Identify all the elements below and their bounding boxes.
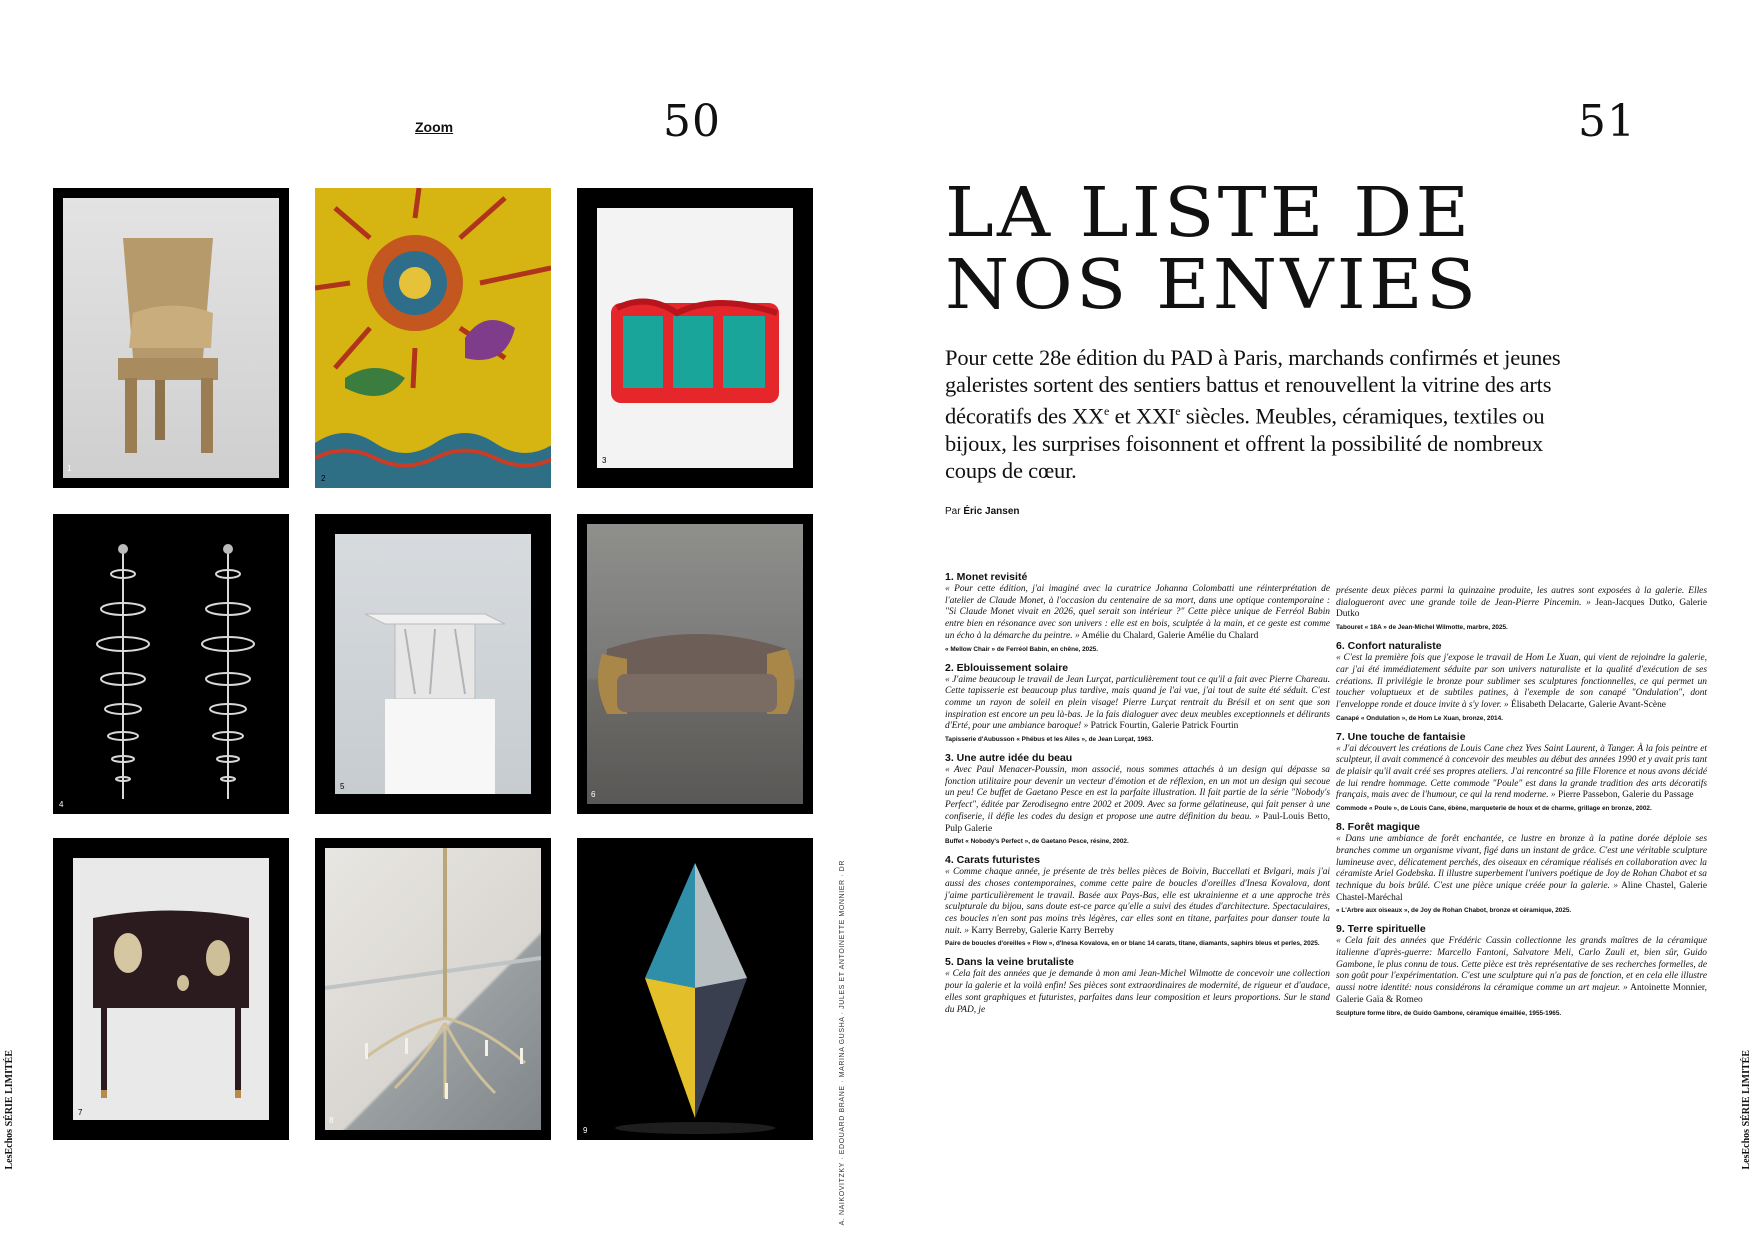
article-entry-2 — [945, 662, 1330, 745]
chapo-superscript-2: e — [1175, 404, 1181, 418]
entry-title: 5. Dans la veine brutaliste — [945, 956, 1074, 969]
byline-prefix: Par — [945, 506, 964, 517]
entry-quote: présente deux pièces parmi la quinzaine produite, les autres sont exposées à la galerie. Elles dialogueront avec une grande toile de Jean-Pierre Pincemin. » — [1336, 586, 1707, 608]
article-entry-7 — [1336, 731, 1707, 814]
headline-line-2: NOS ENVIES — [945, 246, 1480, 325]
entry-title: 9. Terre spirituelle — [1336, 923, 1426, 936]
side-brand-left: LesEchos SÉRIE LIMITÉE — [4, 1050, 15, 1170]
photo-credits: A. NAIKOVITZKY · EDOUARD BRANE · MARINA GUSHA · JULES ET ANTOINETTE MONNIER · DR — [839, 860, 846, 1226]
chandelier-photo — [325, 848, 541, 1130]
article-entry-4 — [945, 854, 1330, 948]
headline-line-1: LA LISTE DE — [945, 174, 1473, 253]
tapestry-photo — [315, 188, 551, 488]
photo-frame-2 — [315, 188, 551, 488]
entry-quote: « Avec Paul Menacer-Poussin, mon associé, nous sommes attachés à un design qui dépasse sa fonction utilitaire pour devenir un vecteur d'émotion et de réflexion, en un mot un design qui secoue un peu! Ce buffet de Gaetano Pesce en est la parfaite illustration. Il fait partie de la série "Nobody's Perfect", éditée par Zerodisegno entre 2002 et 2009. Avec sa forme gélatineuse, qui fait penser à une confiserie, il défie les codes du design et propose une autre définition du beau. » — [945, 765, 1330, 822]
entry-attribution: Élisabeth Delacarte, Galerie Avant-Scène — [1508, 699, 1666, 710]
earrings-photo — [53, 514, 289, 814]
photo-frame-6 — [577, 514, 813, 814]
byline — [945, 506, 1020, 517]
entry-attribution: Patrick Fourtin, Galerie Patrick Fourtin — [1088, 721, 1239, 732]
chair-photo — [63, 198, 279, 478]
entry-quote: « J'aime beaucoup le travail de Jean Lurçat, particulièrement tout ce qu'il a fait avec Pierre Chareau. Cette tapisserie est beaucoup plus tardive, mais quand je l'ai vue, j'ai tout de suite été séduit. C'est comme un rayon de soleil en plein visage! Pierre Lurçat rentrait du Brésil et on sent que son inspiration est encore un peu là-bas. Je la fais dialoguer avec deux meubles exceptionnels et délirants d'Erté, pour une ambiance baroque! » — [945, 674, 1330, 732]
entry-caption: « Mellow Chair » de Ferréol Babin, en chêne, 2025. — [945, 645, 1099, 653]
chapo-text-b: et XXI — [1109, 403, 1176, 429]
entry-caption: « L'Arbre aux oiseaux », de Joy de Rohan Chabot, bronze et céramique, 2025. — [1336, 907, 1572, 915]
entry-attribution: Pierre Passebon, Galerie du Passage — [1555, 790, 1694, 801]
sculpture-photo — [577, 838, 813, 1140]
entry-quote: « C'est la première fois que j'expose le travail de Hom Le Xuan, qui vient de rejoindre la galerie, car j'ai été immédiatement séduite par son univers naturaliste et la qualité d'exécution de ses créations. Il privilégie le bronze pour sublimer ses sculptures fonctionnelles, ce qui permet un toucher voluptueux et de subtiles patines, à l'exemple de son canapé "Ondulation", dont l'enveloppe ronde et douce invite à s'y lover. » — [1336, 653, 1707, 710]
entry-attribution: Antoinette Monnier, Galerie Gaïa & Romeo — [1336, 983, 1707, 1005]
entry-title: 4. Carats futuristes — [945, 854, 1041, 867]
article-entry-8 — [1336, 821, 1707, 915]
page-number-right: 51 — [1578, 96, 1636, 147]
article-column-left — [945, 571, 1330, 1024]
entry-quote: « Dans une ambiance de forêt enchantée, ce lustre en bronze à la patine dorée déploie ses branches comme un organisme vivant, figé dans un instant de grâce. C'est une véritable sculpture lumineuse avec, délicatement perchés, des oiseaux en céramique réalisés en collaboration avec la céramiste Ariel Godebska. Il illustre superbement l'univers poétique de Joy de Rohan Chabot et sa technique du bois brûlé. C'est une pièce unique créée pour la galerie. » — [1336, 834, 1707, 891]
photo-frame-8 — [315, 838, 551, 1140]
side-brand-right: LesEchos SÉRIE LIMITÉE — [1741, 1050, 1752, 1170]
headline — [945, 174, 1480, 325]
photo-frame-5 — [315, 514, 551, 814]
article-entry-1 — [945, 571, 1330, 654]
entry-title: 2. Eblouissement solaire — [945, 661, 1069, 674]
entry-attribution: Karry Berreby, Galerie Karry Berreby — [968, 925, 1115, 936]
photo-frame-9 — [577, 838, 813, 1140]
photo-number: 5 — [340, 782, 345, 791]
entry-caption: Tabouret « 18A » de Jean-Michel Wilmotte, marbre, 2025. — [1336, 624, 1508, 632]
entry-attribution: Jean-Jacques Dutko, Galerie Dutko — [1336, 597, 1707, 620]
photo-number: 3 — [602, 456, 607, 465]
entry-quote: « Pour cette édition, j'ai imaginé avec la curatrice Johanna Colombatti une réinterprétation de l'atelier de Claude Monet, à l'occasion du centenaire de sa mort, dans une optique contemporaine : "Si Claude Monet vivait en 2026, quel serait son intérieur ?" Cette pièce unique de Ferréol Babin entre bien en résonance avec son univers : elle est en bois, sculptée à la main, et ce geste est comme un écho à la démarche du peintre. » — [945, 584, 1330, 641]
entry-caption: Paire de boucles d'oreilles « Flow », d'Inesa Kovalova, en or blanc 14 carats, titane, diamants, saphirs bleus et perles, 2025. — [945, 940, 1320, 948]
entry-title: 6. Confort naturaliste — [1336, 640, 1442, 653]
photo-number: 4 — [59, 800, 64, 809]
entry-title: 1. Monet revisité — [945, 571, 1028, 583]
entry-attribution: Amélie du Chalard, Galerie Amélie du Chalard — [1079, 630, 1259, 641]
entry-quote: « Cela fait des années que je demande à mon ami Jean-Michel Wilmotte de concevoir une collection pour la galerie et la voilà enfin! Ses pièces sont extraordinaires de modernité, de rigueur et d'audace, elles sont graphiques et futuristes, parfaites dans leur composition et leurs proportions. Sur le stand du PAD, je — [945, 969, 1330, 1015]
entry-caption: Tapisserie d'Aubusson « Phébus et les Ailes », de Jean Lurçat, 1963. — [945, 736, 1154, 744]
entry-caption: Canapé « Ondulation », de Hom Le Xuan, bronze, 2014. — [1336, 714, 1503, 722]
entry-title: 8. Forêt magique — [1336, 821, 1421, 834]
photo-number: 9 — [583, 1126, 588, 1135]
chapo — [945, 344, 1575, 484]
photo-frame-3 — [577, 188, 813, 488]
entry-caption: Buffet « Nobody's Perfect », de Gaetano Pesce, résine, 2002. — [945, 838, 1129, 846]
article-column-right — [1336, 586, 1707, 1026]
photo-number: 7 — [78, 1108, 83, 1117]
entry-title: 7. Une touche de fantaisie — [1336, 730, 1466, 743]
entry-title: 3. Une autre idée du beau — [945, 752, 1073, 765]
photo-number: 6 — [591, 790, 596, 799]
entry-quote: « Comme chaque année, je présente de très belles pièces de Boivin, Buccellati et Bvlgari, mais j'ai aussi des choses contemporaines, comme cette paire de boucles d'oreilles d'Inesa Kovalova, dont j'aime particulièrement le travail. Basée aux Pays-Bas, elle est ukrainienne et a une approche très sculpturale du bijou, sans doute est-ce parce qu'elle a suivi des études d'architecture. Spectaculaires, ces boucles n'en sont pas moins très légères, car elles sont en titane, parfaites pour danser toute la nuit. » — [945, 867, 1330, 936]
chapo-superscript-1: e — [1104, 404, 1110, 418]
entry-attribution: Aline Chastel, Galerie Chastel-Maréchal — [1336, 880, 1708, 903]
photo-frame-4 — [53, 514, 289, 814]
photo-number: 2 — [321, 474, 326, 483]
article-entry-5 — [945, 956, 1330, 1016]
buffet-photo — [597, 208, 793, 468]
photo-frame-1 — [53, 188, 289, 488]
article-entry-9 — [1336, 923, 1707, 1017]
article-entry-6 — [1336, 640, 1707, 723]
sofa-photo — [587, 524, 803, 804]
photo-frame-7 — [53, 838, 289, 1140]
entry-quote: « Cela fait des années que Frédéric Cassin collectionne les grands maîtres de la céramique italienne d'après-guerre: Marcello Fantoni, Salvatore Meli, Carlo Zauli et, bien sûr, Guido Gambone, le plus connu de tous. Cette pièce est très représentative de ses recherches formelles, de son goût pour l'expérimentation. C'est une sculpture qui n'a pas de fonction, et en cela elle illustre aussi notre identité: nous considérons la céramique comme un art majeur. » — [1336, 936, 1707, 994]
commode-photo — [73, 858, 269, 1120]
photo-number: 8 — [329, 1116, 334, 1125]
stool-photo — [335, 534, 531, 794]
article-entry-3 — [945, 752, 1330, 846]
entry-caption: Sculpture forme libre, de Guido Gambone, céramique émaillée, 1955-1965. — [1336, 1009, 1562, 1017]
byline-author: Éric Jansen — [963, 506, 1020, 517]
photo-number: 1 — [67, 464, 72, 473]
entry-caption: Commode « Poule », de Louis Cane, ébène, marqueterie de houx et de charme, grillage en bronze, 2002. — [1336, 805, 1652, 813]
entry-quote: « J'ai découvert les créations de Louis Cane chez Yves Saint Laurent, à Tanger. À la fois peintre et sculpteur, il avait commencé à concevoir des meubles au début des années 1990 et y avait pris tant de plaisir qu'il avait créé ses propres ateliers. J'ai rencontré sa fille Florence et nous avons décidé de lui rendre hommage. Cette commode "Poule" est dans la grande tradition des arts décoratifs français, mais avec de l'humour, ce qui la rend moderne. » — [1336, 743, 1707, 801]
chapo-text-a: Pour cette 28e édition du PAD à Paris, marchands confirmés et jeunes galeristes sortent des sentiers battus et renouvellent la vitrine des arts décoratifs des XX — [945, 345, 1561, 429]
chapo-text-c: siècles. Meubles, céramiques, textiles ou bijoux, les surprises foisonnent et offrent la possibilité de nombreux coups de cœur. — [945, 403, 1545, 483]
entry-attribution: Paul-Louis Betto, Pulp Galerie — [945, 811, 1330, 834]
page-number-left: 50 — [663, 96, 721, 147]
article-entry-5-continued — [1336, 586, 1707, 632]
section-label: Zoom — [415, 119, 454, 135]
